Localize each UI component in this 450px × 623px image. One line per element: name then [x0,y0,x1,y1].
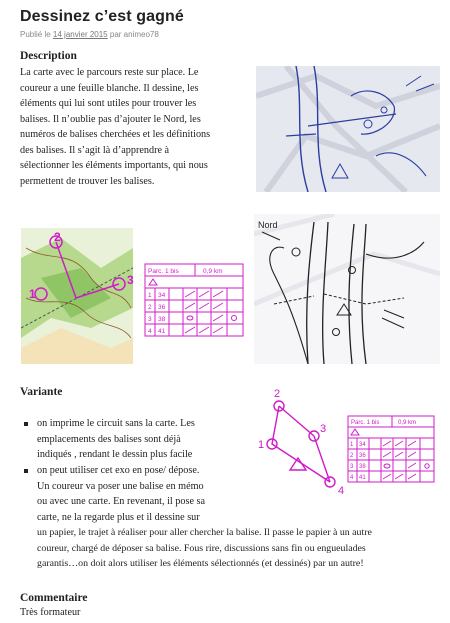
legend-code: 36 [158,304,166,311]
commentaire-text: Très formateur [20,607,81,618]
legend-num: 2 [350,453,354,459]
legend-code: 41 [158,328,166,335]
legend-num: 1 [148,292,152,299]
variante-heading: Variante [20,386,63,398]
circuit-control-2: 2 [274,388,281,400]
post-date-link[interactable]: 14 janvier 2015 [52,30,108,39]
description-line: sélectionner les éléments importants, qui nous [20,160,208,171]
map-control-1: 1 [29,287,36,301]
circuit-legend-table [348,416,434,482]
hand-drawn-sketch-image [254,214,440,364]
map-control-2: 2 [54,230,61,244]
bullet-line: un papier, le trajet à réaliser pour aller chercher la balise. Il passe le papier à un autre [37,527,372,538]
legend-distance: 0,9 km [203,268,223,275]
description-line: des balises. Il s’agit là d’apprendre à [20,144,170,156]
bullet-line: Un coureur va poser une balise en mémo [37,480,204,492]
legend-code: 38 [158,316,166,323]
description-line: La carte avec le parcours reste sur place. Le [20,67,199,78]
blue-sketch-photo [256,66,440,192]
legend-code: 34 [359,442,366,448]
map-legend-table [145,264,243,336]
orienteering-map-image [21,228,248,364]
legend-num: 4 [148,328,152,335]
description-text [20,65,250,189]
description-heading: Description [20,50,77,62]
legend-code: 34 [158,292,166,299]
nord-label: Nord [258,220,278,230]
description-line: coureur a une feuille blanche. Il dessine, les [20,82,199,94]
legend-code: 36 [359,453,366,459]
bullet-icon [24,422,28,426]
bullet-line: on peut utiliser cet exo en pose/ dépose. [37,465,200,476]
post-title: Dessinez c’est gagné [20,8,184,25]
bullet-line: ou avec une carte. En revenant, il pose sa [37,496,206,507]
commentaire-heading: Commentaire [20,592,88,604]
bullet-line: on imprime le circuit sans la carte. Les [37,418,195,429]
legend-course: Parc. 1 bis [148,268,179,275]
bullet-item [37,416,252,463]
post-author[interactable]: animeo78 [123,30,159,39]
bullet-line: garantis…on doit alors utiliser les éléments sélectionnés (et dessinés) par un autre! [37,558,364,569]
legend-code: 38 [359,464,366,470]
description-line: éléments qui lui sont utiles pour trouver les [20,98,197,109]
bullet-line: emplacements des balises sont déjà [37,433,181,445]
legend-distance: 0,9 km [398,420,417,426]
description-line: permettent de trouver les balises. [20,175,155,187]
circuit-control-1: 1 [258,439,265,451]
legend-course: Parc. 1 bis [351,420,380,426]
bullet-line: indiqués , rendant le dessin plus facile [37,449,193,460]
legend-num: 2 [148,304,152,311]
legend-num: 3 [148,316,152,323]
legend-num: 4 [350,475,354,481]
meta-prefix: Publié le [20,30,51,39]
circuit-sans-carte-image [254,388,440,496]
legend-code: 41 [359,475,366,481]
description-line: balises. Il n’oublie pas d’ajouter le Nord, les [20,113,201,125]
circuit-control-4: 4 [338,485,345,496]
bullet-line: carte, ne la regarde plus et il dessine sur [37,511,200,523]
meta-by: par [109,30,122,39]
legend-num: 1 [350,442,354,448]
bullet-icon [24,469,28,473]
description-line: numéros de balises cherchées et les définitions [20,129,211,140]
circuit-control-3: 3 [320,423,327,435]
bullet-line: coureur, chargé de déposer sa balise. Fous rire, discussions sans fin ou engueulades [37,542,366,554]
legend-num: 3 [350,464,354,470]
post-meta [20,30,159,39]
map-control-3: 3 [127,273,134,287]
